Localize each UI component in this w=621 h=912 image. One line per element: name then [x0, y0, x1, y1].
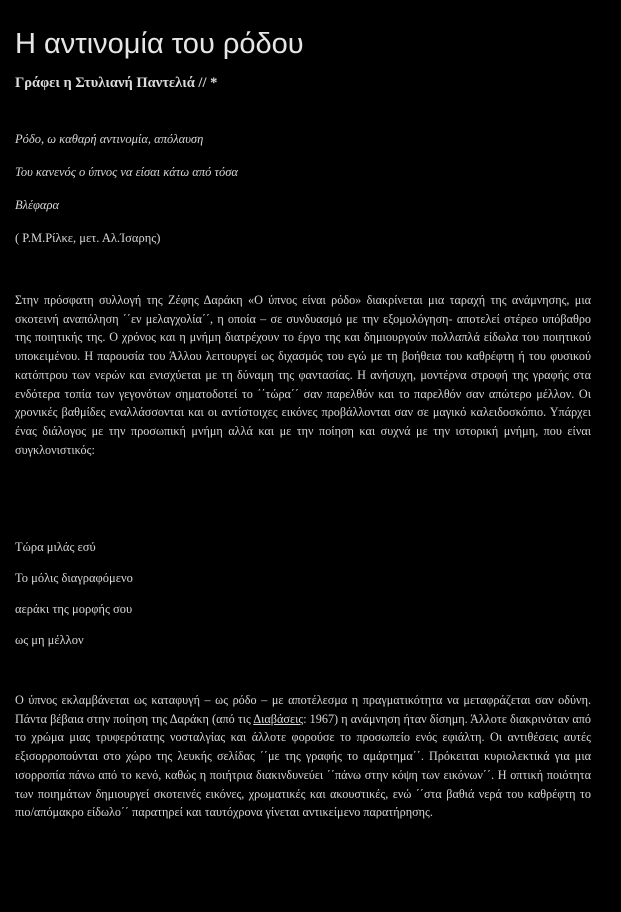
diavaseis-link[interactable]: Διαβάσεις — [253, 711, 304, 726]
poem-line: ως μη μέλλον — [15, 633, 84, 647]
paragraph-text: : 1967) η ανάμνηση ήταν δίσημη. Άλλοτε διακρινόταν από το χρώμα μιας τρυφερότατης νοσταλγίας και άλλοτε φορούσε το προσωπείο ενός εφιάλτη. Οι αντιθέσεις αυτές εξισορροπούνται στο χώρο της λευκής σελίδας ΄΄με της γραφής το αμάρτημα΄΄. Πρόκειται κυριολεκτικά για μια ισορροπία πάνω από το κενό, καθώς η ποιήτρια διακινδυνεύει ΄΄πάνω στην κόψη των εικόνων΄΄. Η οπτική ποιότητα των ποιημάτων δημιουργεί σκοτεινές εικόνες, χρωματικές και ακουστικές, ενώ ΄΄στα βαθιά νερά του καθρέφτη το πιο/απόμακρο είδωλο΄΄ παρατηρεί και ταυτόχρονα γίνεται αντικείμενο παρατήρησης. — [15, 711, 591, 820]
poem-line: αεράκι της μορφής σου — [15, 602, 133, 616]
epigraph-line: Ρόδο, ω καθαρή αντινομία, απόλαυση — [15, 132, 204, 146]
epigraph-line: Του κανενός ο ύπνος να είσαι κάτω από τόσα — [15, 165, 238, 179]
paragraph-text: Ο ύπνος εκλαμβάνεται ως καταφυγή – ως ρόδο – με αποτέλεσμα η πραγματικότητα να μεταφράζεται σαν οδύνη. Πάντα βέβαια στην ποίηση της Δαράκη (από τις — [15, 693, 591, 726]
epigraph — [15, 132, 238, 264]
article-title: Η αντινομία του ρόδου — [15, 28, 304, 60]
body-paragraph — [15, 691, 591, 822]
body-paragraph: Στην πρόσφατη συλλογή της Ζέφης Δαράκη «Ο ύπνος είναι ρόδο» διακρίνεται μια ταραχή της ανάμνησης, μια σκοτεινή αναπόληση ΄΄εν μελαγχολία΄΄, η οποία – σε συνδυασμό με την εξομολόγηση- αποτελεί στέρεο υπόβαθρο της ποιητικής της. Ο χρόνος και η μνήμη διατρέχουν το έργο της και δημιουργούν πολλαπλά είδωλα του ποιητικού υποκειμένου. Η παρουσία του Άλλου λειτουργεί ως διχασμός του εγώ με τη βοήθεια του καθρέφτη ή του φυσικού κατόπτρου των νερών και ενισχύεται με τη δύναμη της φαντασίας. Η ανήσυχη, μοντέρνα στροφή της γραφής στα ενδότερα τοπία των γεγονότων σηματοδοτεί το ΄΄τώρα΄΄ σαν παρελθόν και το παρελθόν σαν απώτερο μέλλον. Οι χρονικές βαθμίδες εναλλάσσονται και οι αντίστοιχες εικόνες προβάλλονται σαν σε μαγικό καλειδοσκόπιο. Υπάρχει ένας διάλογος με την προσωπική μνήμη αλλά και με την ποίηση και συχνά με την ιστορική μνήμη, που είναι συγκλονιστικός: — [15, 293, 591, 457]
poem-line: Τώρα μιλάς εσύ — [15, 540, 96, 554]
article-byline: Γράφει η Στυλιανή Παντελιά // * — [15, 75, 218, 91]
poem-line: Το μόλις διαγραφόμενο — [15, 571, 133, 585]
poem-excerpt — [15, 540, 133, 664]
epigraph-line: Βλέφαρα — [15, 198, 60, 212]
epigraph-source: ( Ρ.Μ.Ρίλκε, μετ. Αλ.Ίσαρης) — [15, 231, 161, 245]
